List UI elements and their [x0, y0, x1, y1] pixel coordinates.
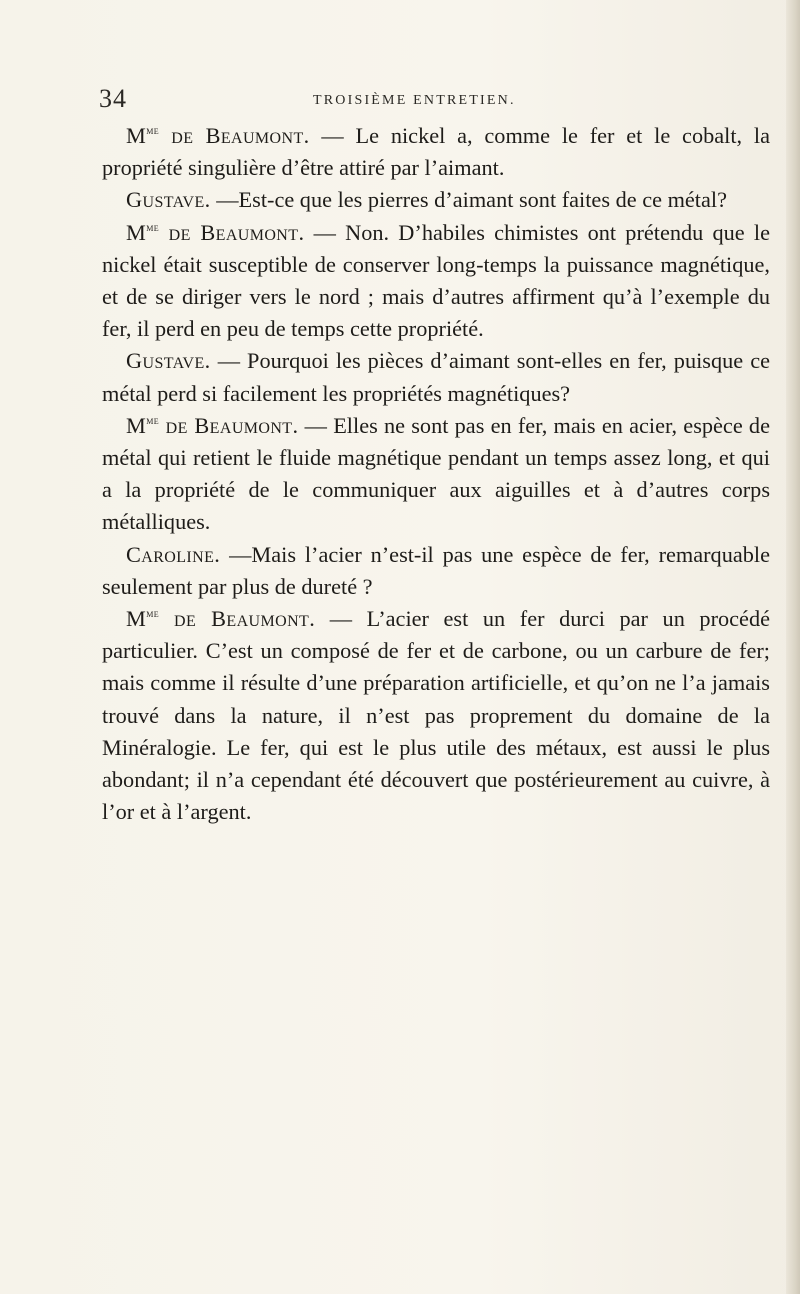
speaker-name: $M^{me}$ de Beaumont.	[126, 219, 305, 245]
paragraph-text: — Non. D’habiles chimistes ont prétendu que le nickel était susceptible de conserver long-temps la puissance magnétique, et de se diriger vers le nord ; mais d’autres affirment qu’à l’exemple du fer, il perd en peu de temps cette propriété.	[102, 219, 770, 342]
speaker-name: Gustave.	[126, 348, 211, 374]
speaker-name: Caroline.	[126, 541, 221, 567]
paragraph	[102, 217, 770, 346]
speaker-name: $M^{me}$ de Beaumont.	[126, 606, 316, 632]
page-header	[99, 84, 759, 118]
paragraph	[102, 184, 770, 216]
paragraph-text: —Mais l’acier n’est-il pas une espèce de fer, remarquable seulement par plus de dureté ?	[102, 541, 770, 599]
paragraph	[102, 603, 770, 828]
paragraph	[102, 120, 770, 184]
paragraph-text: — Le nickel a, comme le fer et le cobalt, la propriété singulière d’être attiré par l’aimant.	[102, 123, 770, 181]
page-number: 34	[99, 84, 127, 113]
page-edge	[786, 0, 800, 1294]
paragraph-text: — Elles ne sont pas en fer, mais en acier, espèce de métal qui retient le fluide magnétique pendant un temps assez long, et qui a la propriété de le communiquer aux aiguilles et à d’autres corps métalliques.	[102, 412, 770, 535]
paragraph-text: —Est-ce que les pierres d’aimant sont faites de ce métal?	[210, 187, 727, 213]
speaker-name: $M^{me}$ de Beaumont.	[126, 123, 310, 148]
speaker-name: Gustave.	[126, 187, 211, 213]
paragraph-text: — L’acier est un fer durci par un procédé particulier. C’est un composé de fer et de carbone, ou un carbure de fer; mais comme il résulte d’une préparation artificielle, et qu’on ne l’a jamais trouvé dans la nature, il n’est pas proprement du domaine de la Minéralogie. Le fer, qui est le plus utile des métaux, est aussi le plus abondant; il n’a cependant été découvert que postérieurement au cuivre, à l’or et à l’argent.	[102, 606, 770, 825]
paragraph	[102, 539, 770, 603]
speaker-name: $M^{me}$ de Beaumont.	[126, 412, 299, 438]
paragraph	[102, 410, 770, 539]
running-head: TROISIÈME ENTRETIEN.	[313, 93, 516, 108]
paragraph-text: — Pourquoi les pièces d’aimant sont-elles en fer, puisque ce métal perd si facilement les propriétés magnétiques?	[102, 348, 770, 406]
dialogue-text	[102, 120, 770, 828]
paragraph	[102, 345, 770, 409]
